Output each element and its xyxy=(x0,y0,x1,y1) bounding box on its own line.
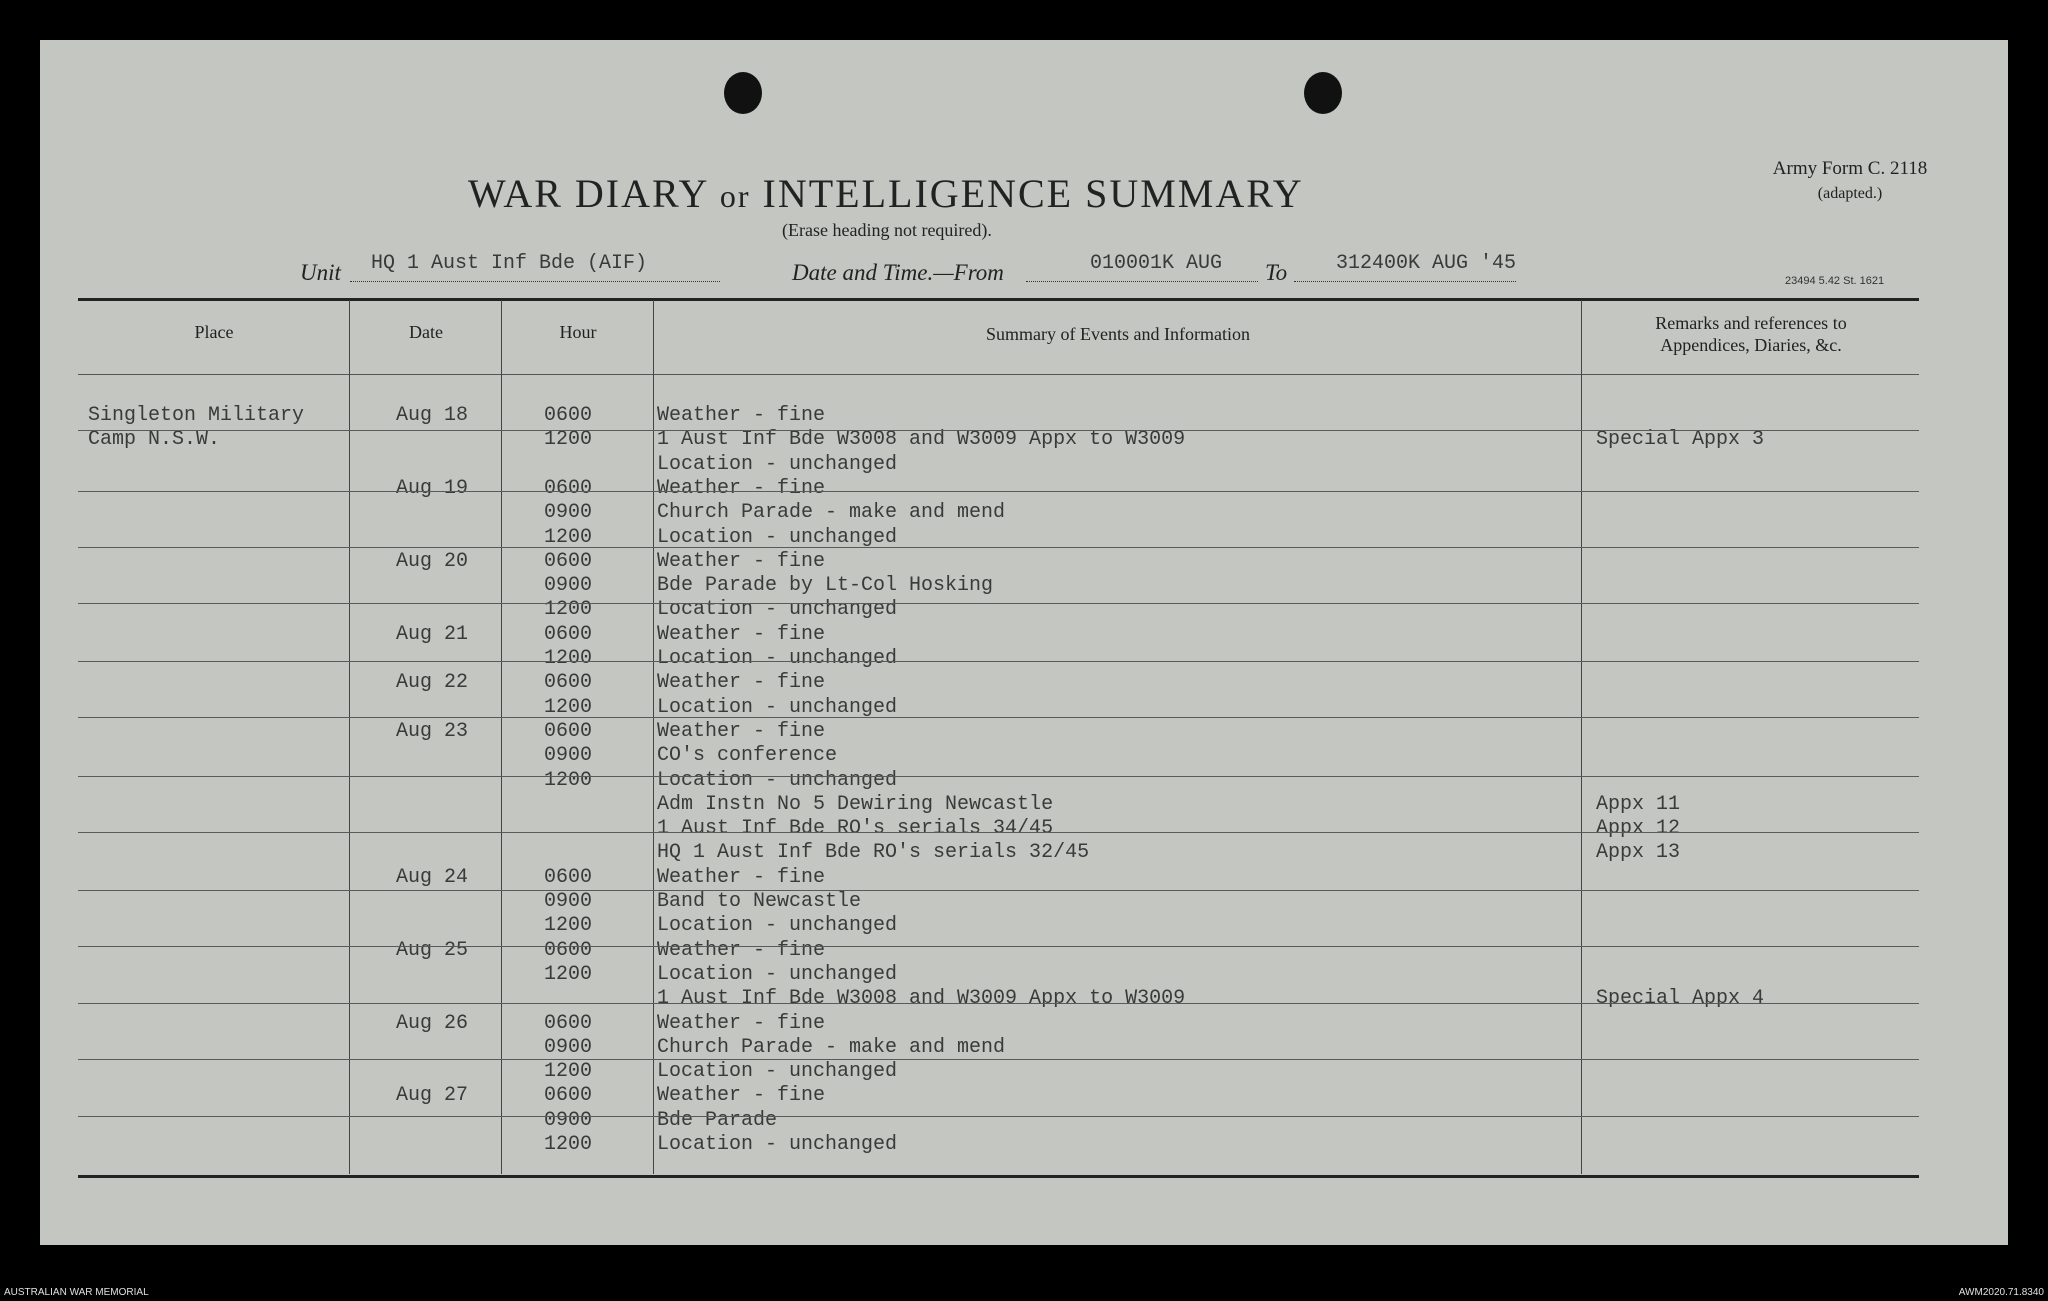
cell-summary: Church Parade - make and mend xyxy=(657,1035,1006,1059)
cell-hour: 0600 xyxy=(544,865,593,889)
cell-date: Aug 23 xyxy=(396,719,469,743)
cell-summary: Weather - fine xyxy=(657,476,826,500)
cell-date: Aug 19 xyxy=(396,476,469,500)
remarks-header-line2: Appendices, Diaries, &c. xyxy=(1660,335,1842,355)
cell-remarks: Special Appx 4 xyxy=(1596,987,1765,1011)
footer-reference: AWM2020.71.8340 xyxy=(1958,1287,2044,1298)
cell-summary: HQ 1 Aust Inf Bde RO's serials 32/45 xyxy=(657,841,1090,865)
cell-summary: CO's conference xyxy=(657,744,838,768)
cell-date: Aug 18 xyxy=(396,404,469,427)
footer-credit: AUSTRALIAN WAR MEMORIAL xyxy=(4,1287,149,1298)
cell-hour: 0600 xyxy=(544,404,593,427)
cell-date: Aug 26 xyxy=(396,1011,469,1035)
cell-summary: Location - unchanged xyxy=(657,1133,898,1156)
cell-summary: 1 Aust Inf Bde RO's serials 34/45 xyxy=(657,817,1054,841)
form-name: Army Form C. 2118 xyxy=(1772,158,1928,179)
cell-summary: Weather - fine xyxy=(657,404,826,427)
column-header-hour: Hour xyxy=(559,322,597,342)
title-or: or xyxy=(719,178,751,214)
cell-summary: Location - unchanged xyxy=(657,962,898,986)
cell-hour: 0900 xyxy=(544,574,593,598)
cell-hour: 0600 xyxy=(544,549,593,573)
to-underline xyxy=(1294,281,1516,282)
cell-summary: Location - unchanged xyxy=(657,1060,898,1084)
cell-hour: 1200 xyxy=(544,598,593,622)
from-value: 010001K AUG xyxy=(1090,252,1223,275)
column-header-place: Place xyxy=(194,322,234,342)
cell-remarks: Appx 11 xyxy=(1596,792,1681,816)
rule-11 xyxy=(78,1003,1919,1004)
column-header-date: Date xyxy=(409,322,443,342)
cell-summary: Location - unchanged xyxy=(657,525,898,549)
cell-hour: 0900 xyxy=(544,890,593,913)
diary-page xyxy=(40,40,2008,1245)
rule-6 xyxy=(78,717,1919,718)
cell-hour: 0900 xyxy=(544,1108,593,1132)
cell-date: Aug 27 xyxy=(396,1084,469,1108)
cell-remarks: Special Appx 3 xyxy=(1596,428,1765,452)
cell-summary: Church Parade - make and mend xyxy=(657,501,1006,525)
rule-2 xyxy=(78,491,1919,492)
cell-remarks: Appx 12 xyxy=(1596,817,1681,841)
cell-summary: Weather - fine xyxy=(657,719,826,743)
rule-5 xyxy=(78,661,1919,662)
cell-summary: Weather - fine xyxy=(657,1084,826,1108)
from-underline xyxy=(1026,281,1258,282)
remarks-header-line1: Remarks and references to xyxy=(1655,313,1847,333)
column-divider-4 xyxy=(1581,300,1582,1174)
cell-summary: Weather - fine xyxy=(657,671,826,695)
to-value: 312400K AUG '45 xyxy=(1336,252,1517,275)
punch-hole-left xyxy=(724,72,762,114)
cell-hour: 1200 xyxy=(544,914,593,938)
cell-hour: 1200 xyxy=(544,525,593,549)
cell-summary: Weather - fine xyxy=(657,865,826,889)
to-label: To xyxy=(1265,260,1288,285)
cell-hour: 1200 xyxy=(544,695,593,719)
cell-hour: 1200 xyxy=(544,647,593,670)
rule-4 xyxy=(78,603,1919,604)
punch-hole-right xyxy=(1304,72,1342,114)
cell-hour: 1200 xyxy=(544,1133,593,1156)
cell-summary: Weather - fine xyxy=(657,1011,826,1035)
form-note: (adapted.) xyxy=(1817,185,1883,202)
cell-hour: 0900 xyxy=(544,501,593,525)
column-divider-2 xyxy=(501,300,502,1174)
cell-date: Aug 22 xyxy=(396,671,469,695)
rule-10 xyxy=(78,946,1919,947)
column-divider-3 xyxy=(653,300,654,1174)
cell-date: Aug 20 xyxy=(396,549,469,573)
print-code: 23494 5.42 St. 1621 xyxy=(1785,275,1885,287)
cell-hour: 0600 xyxy=(544,476,593,500)
cell-hour: 0600 xyxy=(544,1011,593,1035)
cell-hour: 0900 xyxy=(544,744,593,768)
cell-summary: Location - unchanged xyxy=(657,598,898,622)
cell-hour: 0600 xyxy=(544,719,593,743)
rule-9 xyxy=(78,890,1919,891)
table-header-rule xyxy=(78,374,1919,375)
cell-summary: Location - unchanged xyxy=(657,647,898,670)
title-war-diary: WAR DIARY xyxy=(468,171,708,216)
column-divider-1 xyxy=(349,300,350,1174)
rule-3 xyxy=(78,547,1919,548)
unit-value: HQ 1 Aust Inf Bde (AIF) xyxy=(371,252,648,275)
unit-underline xyxy=(350,281,720,282)
from-label: Date and Time.—From xyxy=(792,260,1004,285)
cell-summary: Bde Parade xyxy=(657,1108,778,1132)
rule-8 xyxy=(78,832,1919,833)
cell-summary: 1 Aust Inf Bde W3008 and W3009 Appx to W3009 xyxy=(657,428,1186,452)
rule-13 xyxy=(78,1116,1919,1117)
cell-summary: Weather - fine xyxy=(657,622,826,646)
cell-hour: 1200 xyxy=(544,768,593,792)
cell-hour: 0900 xyxy=(544,1035,593,1059)
cell-place: Singleton Military xyxy=(88,404,305,427)
cell-hour: 0600 xyxy=(544,938,593,962)
unit-label: Unit xyxy=(300,260,341,285)
title-intelligence-summary: INTELLIGENCE SUMMARY xyxy=(762,171,1304,216)
cell-summary: Weather - fine xyxy=(657,549,826,573)
page-subtitle: (Erase heading not required). xyxy=(782,220,992,240)
cell-summary: 1 Aust Inf Bde W3008 and W3009 Appx to W3009 xyxy=(657,987,1186,1011)
cell-summary: Bde Parade by Lt-Col Hosking xyxy=(657,574,994,598)
cell-place: Camp N.S.W. xyxy=(88,428,221,452)
rule-7 xyxy=(78,776,1919,777)
cell-summary: Location - unchanged xyxy=(657,768,898,792)
cell-summary: Adm Instn No 5 Dewiring Newcastle xyxy=(657,792,1054,816)
table-bottom-border xyxy=(78,1175,1919,1178)
cell-summary: Location - unchanged xyxy=(657,914,898,938)
cell-hour: 0600 xyxy=(544,622,593,646)
cell-summary: Weather - fine xyxy=(657,938,826,962)
cell-date: Aug 21 xyxy=(396,622,469,646)
cell-hour: 0600 xyxy=(544,671,593,695)
cell-summary: Band to Newcastle xyxy=(657,890,862,913)
cell-hour: 1200 xyxy=(544,962,593,986)
cell-summary: Location - unchanged xyxy=(657,695,898,719)
cell-date: Aug 24 xyxy=(396,865,469,889)
column-header-remarks xyxy=(1583,312,1919,356)
rule-12 xyxy=(78,1059,1919,1060)
column-header-summary: Summary of Events and Information xyxy=(986,324,1250,344)
cell-remarks: Appx 13 xyxy=(1596,841,1681,865)
cell-hour: 1200 xyxy=(544,1060,593,1084)
cell-hour: 1200 xyxy=(544,428,593,452)
cell-date: Aug 25 xyxy=(396,938,469,962)
rule-1 xyxy=(78,430,1919,431)
cell-summary: Location - unchanged xyxy=(657,452,898,476)
cell-hour: 0600 xyxy=(544,1084,593,1108)
table-top-border xyxy=(78,298,1919,301)
page-title xyxy=(468,170,1304,217)
